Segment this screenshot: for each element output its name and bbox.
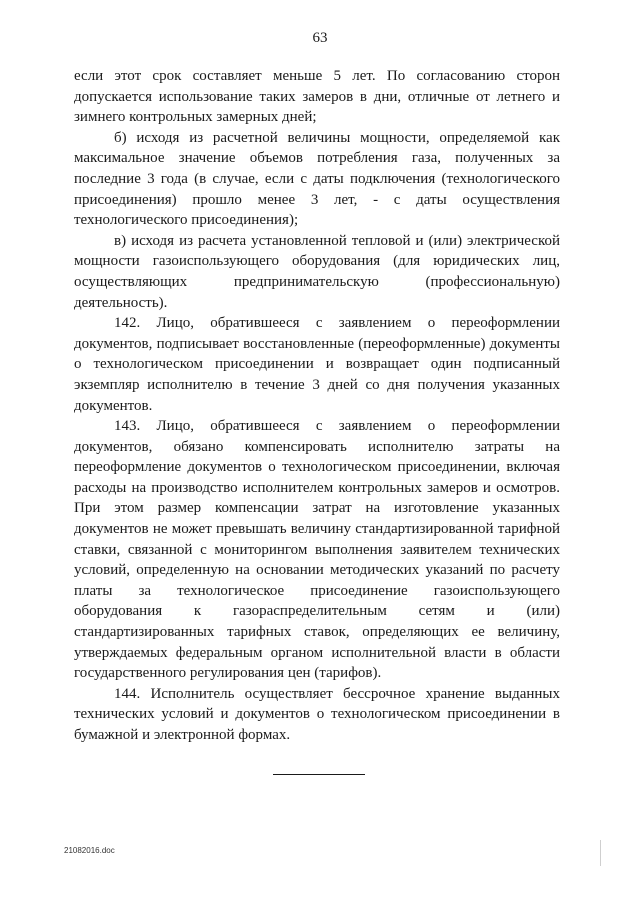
paragraph-143: 143. Лицо, обратившееся с заявлением о переоформлении документов, обязано компенсировать исполнителю затраты на переоформление документов о технологическом присоединении, включая расходы на производство исполнителем контрольных замеров и осмотров. При этом размер компенсации затрат на изготовление указанных документов не может превышать величину стандартизированной тарифной ставки, связанной с мониторингом выполнения заявителем технических условий, определенную на основании методических указаний по расчету платы за технологическое присоединение газоиспользующего оборудования к газораспределительным сетям и (или) стандартизированных тарифных ставок, определяющих ее величину, утверждаемых федеральным органом исполнительной власти в области государственного регулирования цен (тарифов). bbox=[74, 418, 560, 682]
paragraph-continuation: если этот срок составляет меньше 5 лет. По согласованию сторон допускается использование таких замеров в дни, отличные от летнего и зимнего контрольных замерных дней; bbox=[74, 68, 560, 126]
end-divider-line bbox=[273, 774, 365, 775]
page-number: 63 bbox=[312, 30, 328, 46]
footer-file-name: 21082016.doc bbox=[64, 846, 115, 855]
document-body bbox=[74, 66, 560, 746]
scan-edge-mark bbox=[600, 840, 601, 866]
paragraph-144: 144. Исполнитель осуществляет бессрочное хранение выданных технических условий и документов о технологическом присоединении в бумажной и электронной формах. bbox=[74, 685, 560, 743]
paragraph-item-v: в) исходя из расчета установленной тепловой и (или) электрической мощности газоиспользующего оборудования (для юридических лиц, осуществляющих предпринимательскую (профессиональную) деятельность). bbox=[74, 232, 560, 311]
paragraph-142: 142. Лицо, обратившееся с заявлением о переоформлении документов, подписывает восстановленные (переоформленные) документы о технологическом присоединении и возвращает один подписанный экземпляр исполнителю в течение 3 дней со дня получения указанных документов. bbox=[74, 315, 560, 414]
paragraph-item-b: б) исходя из расчетной величины мощности, определяемой как максимальное значение объемов потребления газа, полученных за последние 3 года (в случае, если с даты подключения (технологического присоединения) прошло менее 3 лет, - с даты осуществления технологического присоединения); bbox=[74, 129, 560, 229]
